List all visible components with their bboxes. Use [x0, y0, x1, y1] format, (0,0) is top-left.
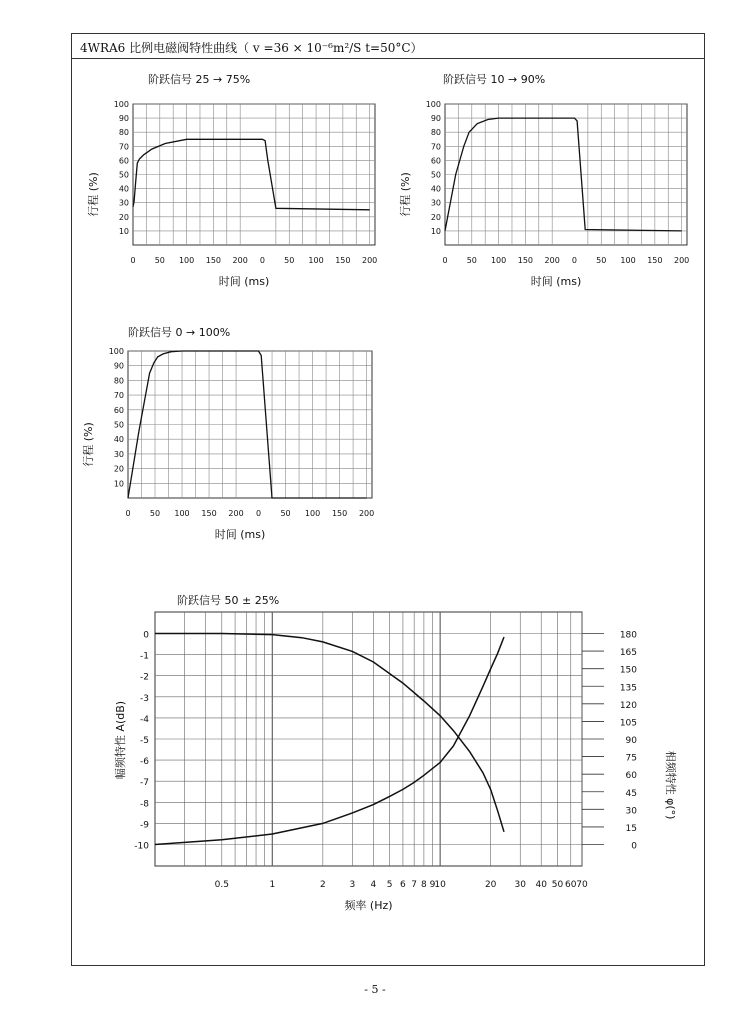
x-tick-label: 100 [308, 256, 324, 265]
x-tick-label: 9 [429, 880, 436, 890]
y2-tick-label: 15 [625, 823, 637, 834]
x-tick-label: 100 [174, 509, 190, 518]
x-tick-label: 200 [544, 256, 560, 265]
chart-title: 阶跃信号 10 → 90% [443, 73, 546, 86]
y2-tick-label: 120 [619, 700, 637, 711]
y-tick-label: 90 [430, 114, 441, 124]
y2-tick-label: 105 [619, 718, 637, 729]
x-axis-label: 时间 (ms) [530, 275, 582, 288]
y-tick-label: 90 [113, 361, 124, 371]
x-tick-label: 4 [370, 880, 377, 890]
x-tick-label: 0.5 [214, 880, 229, 890]
y-tick-label: 0 [143, 630, 149, 641]
y-tick-label: -2 [140, 672, 149, 683]
x-axis-label: 频率 (Hz) [344, 899, 393, 912]
y-tick-label: -6 [140, 757, 149, 768]
x-tick-label: 60 [565, 880, 577, 890]
x-tick-label: 150 [331, 509, 348, 518]
x-tick-label: 50 [596, 256, 607, 265]
x-tick-label: 150 [517, 256, 534, 265]
x-tick-label: 1 [269, 880, 276, 890]
y-tick-label: 10 [118, 226, 129, 236]
x-tick-label: 100 [620, 256, 636, 265]
y-tick-label: 30 [113, 449, 124, 459]
x-tick-label: 0 [571, 256, 578, 265]
x-tick-label: 200 [674, 256, 690, 265]
chart-title: 阶跃信号 50 ± 25% [177, 594, 280, 607]
y-tick-label: 80 [113, 376, 124, 386]
y-tick-label: 20 [113, 464, 124, 474]
x-tick-label: 0 [255, 509, 262, 518]
x-tick-label: 8 [421, 880, 427, 890]
y-tick-label: 20 [118, 212, 129, 222]
y-tick-label: 60 [430, 156, 441, 166]
x-tick-label: 0 [130, 256, 136, 265]
y-tick-label: 100 [113, 100, 129, 109]
y-tick-label: 60 [113, 405, 124, 415]
x-tick-label: 150 [647, 256, 663, 265]
x-tick-label: 40 [535, 880, 547, 890]
y-tick-label: 80 [430, 128, 441, 138]
x-tick-label: 150 [335, 256, 351, 265]
y-axis-label: 幅频特性 A(dB) [114, 700, 127, 780]
y-tick-label: 10 [113, 479, 124, 489]
chart-title: 阶跃信号 25 → 75% [148, 73, 251, 86]
y-tick-label: 20 [430, 212, 441, 222]
y2-tick-label: 150 [619, 665, 637, 676]
y-tick-label: 50 [118, 170, 129, 180]
x-tick-label: 30 [514, 880, 526, 890]
x-tick-label: 50 [154, 256, 165, 265]
x-tick-label: 50 [551, 880, 564, 890]
x-tick-label: 0 [442, 256, 448, 265]
y-tick-label: 50 [113, 420, 124, 430]
x-tick-label: 7 [411, 880, 418, 890]
x-tick-label: 6 [400, 880, 406, 890]
x-tick-label: 150 [201, 509, 217, 518]
x-tick-label: 3 [349, 880, 356, 890]
y-tick-label: 40 [430, 184, 441, 194]
y-tick-label: 10 [430, 226, 441, 236]
y2-tick-label: 0 [631, 841, 637, 852]
x-tick-label: 100 [304, 509, 321, 518]
phase-line [155, 637, 504, 845]
y2-tick-label: 135 [619, 683, 637, 694]
y-tick-label: 100 [108, 347, 124, 356]
y-tick-label: 70 [118, 142, 129, 152]
y-tick-label: 90 [118, 114, 129, 124]
y2-tick-label: 45 [625, 788, 637, 799]
y-tick-label: -7 [140, 778, 149, 789]
page-title: 4WRA6 比例电磁阀特性曲线（ v =36 × 10⁻⁶m²/S t=50°C） [80, 41, 423, 55]
y-axis-label: 行程 (%) [82, 422, 95, 467]
x-tick-label: 0 [125, 509, 131, 518]
y2-tick-label: 60 [625, 771, 637, 782]
y-tick-label: 50 [430, 170, 441, 180]
x-tick-label: 70 [576, 880, 588, 890]
y-tick-label: 80 [118, 128, 129, 138]
y-tick-label: 60 [118, 156, 129, 166]
page-number: - 5 - [364, 983, 386, 996]
x-tick-label: 200 [362, 256, 378, 265]
y-tick-label: 70 [430, 142, 441, 152]
y2-tick-label: 30 [625, 806, 637, 817]
x-tick-label: 100 [178, 256, 195, 265]
x-tick-label: 2 [319, 880, 326, 890]
x-tick-label: 200 [228, 509, 244, 518]
x-tick-label: 200 [358, 509, 375, 518]
x-tick-label: 0 [259, 256, 266, 265]
y2-tick-label: 75 [625, 753, 637, 764]
x-axis-label: 时间 (ms) [218, 275, 270, 288]
x-axis-label: 时间 (ms) [214, 528, 266, 541]
x-tick-label: 5 [386, 880, 393, 890]
y-tick-label: 40 [118, 184, 129, 194]
y-tick-label: -8 [140, 799, 149, 810]
x-tick-label: 10 [434, 880, 446, 890]
y-tick-label: -5 [140, 736, 149, 746]
y-tick-label: 100 [425, 100, 441, 109]
y-axis-label: 行程 (%) [399, 172, 412, 217]
x-tick-label: 100 [490, 256, 507, 265]
y-axis-label: 行程 (%) [87, 172, 100, 217]
y-tick-label: 40 [113, 435, 124, 445]
x-tick-label: 50 [466, 256, 477, 265]
x-tick-label: 200 [232, 256, 248, 265]
y-tick-label: 30 [118, 198, 129, 208]
y2-tick-label: 90 [625, 736, 637, 746]
y2-tick-label: 180 [619, 630, 637, 641]
x-tick-label: 150 [205, 256, 222, 265]
chart-title: 阶跃信号 0 → 100% [128, 326, 231, 339]
y2-axis-label: 相频特性 φ(°) [664, 750, 677, 820]
y-tick-label: -9 [140, 820, 149, 831]
x-tick-label: 50 [149, 509, 161, 518]
x-tick-label: 20 [484, 880, 497, 890]
y-tick-label: -1 [140, 651, 149, 662]
y-tick-label: -10 [134, 841, 149, 852]
y2-tick-label: 165 [619, 648, 637, 659]
x-tick-label: 50 [280, 509, 291, 518]
y-tick-label: -3 [140, 693, 149, 704]
y-tick-label: -4 [140, 714, 149, 725]
y-tick-label: 30 [430, 198, 441, 208]
y-tick-label: 70 [113, 391, 124, 401]
x-tick-label: 50 [284, 256, 295, 265]
